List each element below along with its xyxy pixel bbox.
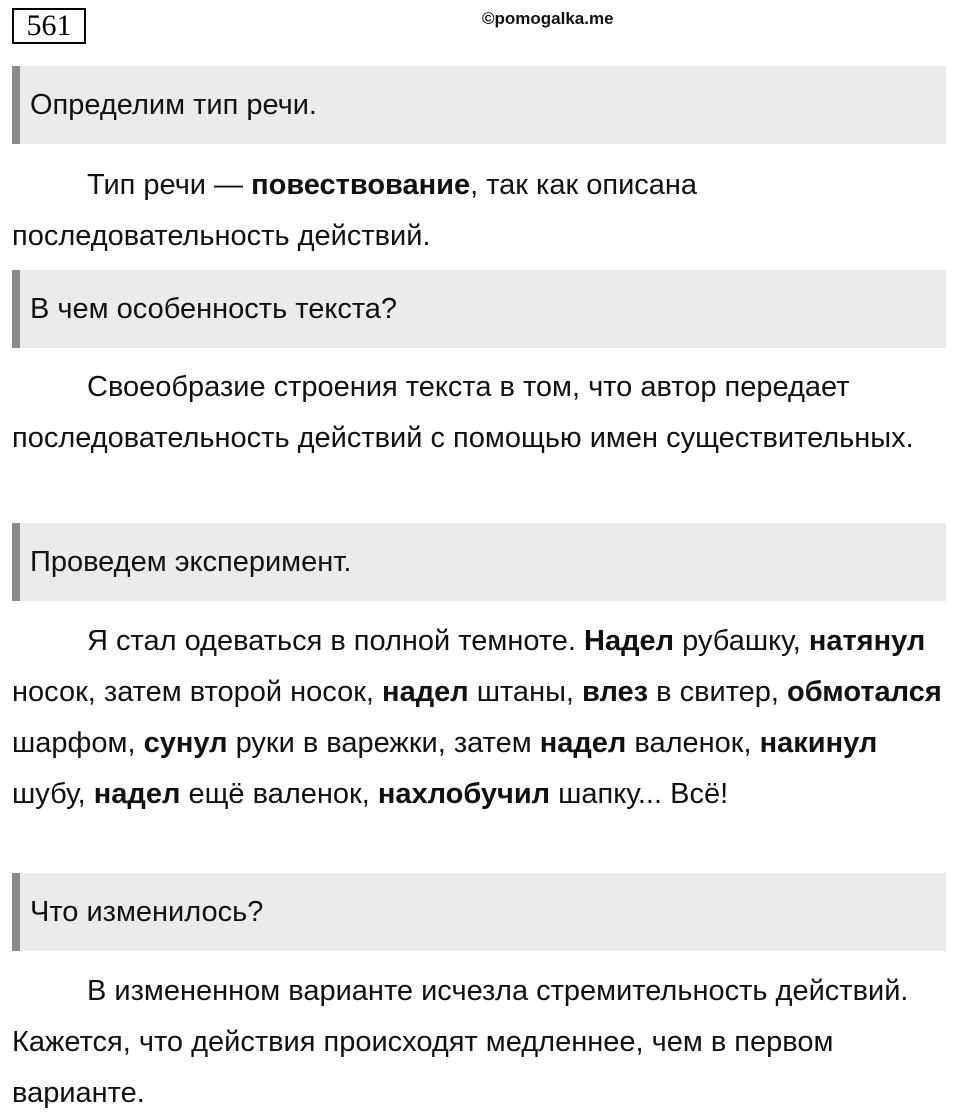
bold-word: повествование [251, 169, 471, 201]
text-run: шарфом, [12, 727, 144, 759]
bold-word: нахлобучил [377, 778, 551, 810]
section-header-text-feature: В чем особенность текста? [12, 270, 946, 348]
paragraph-experiment [12, 616, 952, 820]
text-run: шубу, [12, 778, 94, 810]
section-header-speech-type: Определим тип речи. [12, 66, 946, 144]
bold-word: надел [539, 727, 627, 759]
bold-word: сунул [143, 727, 228, 759]
text-run: штаны, [468, 676, 583, 708]
text-run: , так как описана последовательность действий. [12, 169, 698, 252]
text-run: валенок, [626, 727, 760, 759]
text-run: Тип речи — [87, 169, 252, 201]
page-number: 561 [12, 8, 86, 44]
paragraph-text-feature [12, 362, 952, 464]
paragraph-speech-type [12, 160, 952, 262]
bold-word: надел [93, 778, 181, 810]
bold-word: влез [582, 676, 649, 708]
section-header-experiment: Проведем эксперимент. [12, 523, 946, 601]
text-run: шапку... Всё! [550, 778, 729, 810]
bold-word: натянул [808, 625, 926, 657]
bold-word: Надел [584, 625, 675, 657]
text-run: в свитер, [648, 676, 788, 708]
bold-word: обмотался [787, 676, 942, 708]
text-run: ещё валенок, [180, 778, 378, 810]
text-run: В измененном варианте исчезла стремительность действий. Кажется, что действия происходят медленнее, чем в первом варианте. [12, 975, 909, 1109]
paragraph-what-changed [12, 966, 952, 1119]
text-run: Своеобразие строения текста в том, что автор передает последовательность действий с помощью имен существительных. [12, 371, 914, 454]
section-header-what-changed: Что изменилось? [12, 873, 946, 951]
bold-word: надел [382, 676, 469, 708]
text-run: носок, затем второй носок, [12, 676, 383, 708]
bold-word: накинул [759, 727, 878, 759]
text-run: руки в варежки, затем [227, 727, 540, 759]
text-run: Я стал одеваться в полной темноте. [87, 625, 585, 657]
watermark: ©pomogalka.me [482, 9, 614, 28]
text-run: рубашку, [674, 625, 809, 657]
